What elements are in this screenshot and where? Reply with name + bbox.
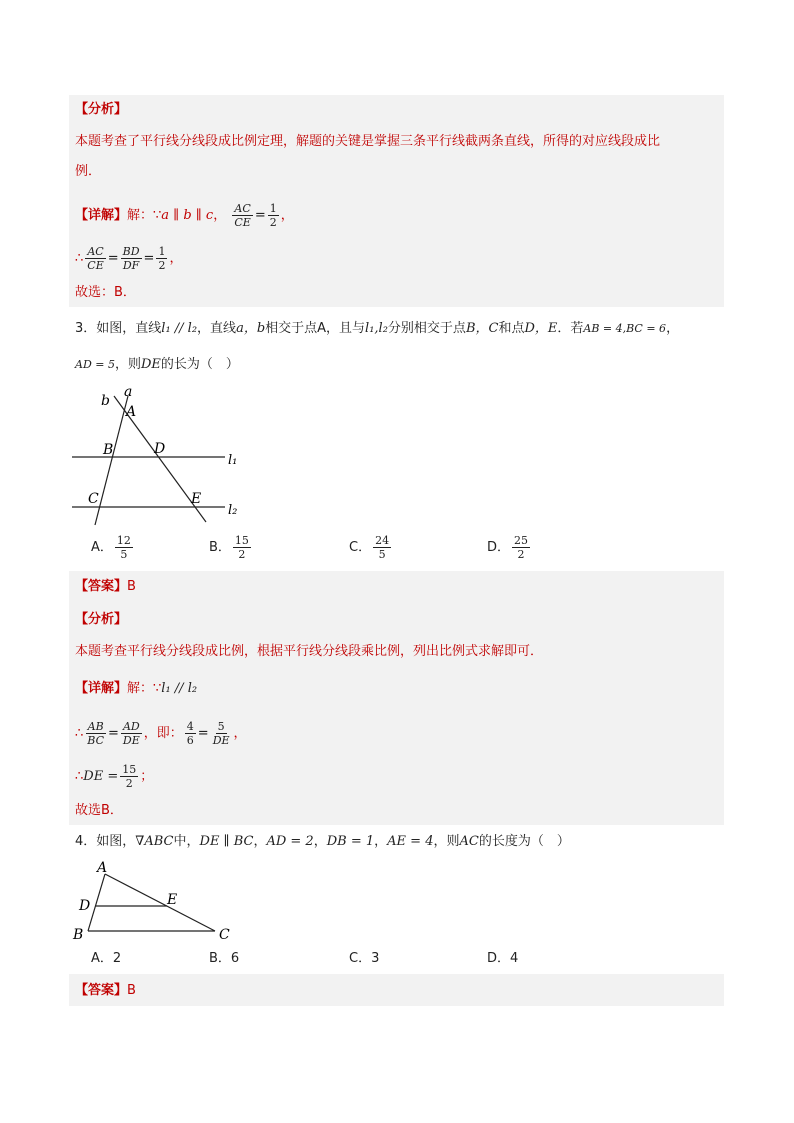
q3-option-c[interactable]: C． $\frac{24}{5}$ bbox=[349, 534, 390, 561]
fraction-bd-df: $\frac{BD}{DF}$ bbox=[122, 245, 140, 272]
line-a bbox=[95, 396, 128, 525]
q3-answer: B bbox=[127, 579, 136, 594]
label-a: a bbox=[124, 384, 133, 400]
label-b: b bbox=[101, 393, 110, 409]
analysis-text: 本题考查了平行线分线段成比例定理，解题的关键是掌握三条平行线截两条直线，所得的对应线段成比 bbox=[75, 134, 661, 149]
label-A: A bbox=[97, 860, 108, 876]
q3-option-b[interactable]: B． $\frac{15}{2}$ bbox=[209, 534, 249, 561]
q3-result-line: ∴DE = $\frac{15}{2}$ ； bbox=[75, 763, 154, 790]
label-C: C bbox=[219, 927, 230, 943]
fraction-ac-ce-2: $\frac{AC}{CE}$ bbox=[87, 245, 104, 272]
label-B: B bbox=[103, 442, 114, 458]
label-D: D bbox=[154, 441, 166, 457]
analysis-text-cont: 例． bbox=[75, 164, 102, 179]
q3-stem: 3．如图，直线l₁ // l₂，直线a，b相交于点A，且与l₁,l₂分别相交于点B，C和点D，E．若AB = 4,BC = 6， bbox=[75, 321, 680, 336]
q4-figure bbox=[70, 858, 240, 944]
label-l1: l₁ bbox=[228, 453, 238, 468]
q4-answer-block bbox=[69, 974, 724, 1006]
label-E: E bbox=[191, 491, 202, 507]
label-D: D bbox=[79, 898, 91, 914]
q4-answer-line: 【答案】B bbox=[75, 983, 136, 998]
q4-stem: 4．如图，∇ABC中，DE ∥ BC，AD = 2，DB = 1，AE = 4，则AC的长度为（ ） bbox=[75, 834, 570, 849]
q4-option-d[interactable]: D．4 bbox=[487, 951, 519, 966]
q3-answer-line: 【答案】B bbox=[75, 579, 136, 594]
analysis-label: 【分析】 bbox=[75, 102, 128, 117]
q3-stem-cont: AD = 5，则DE的长为（ ） bbox=[75, 357, 239, 372]
q3-figure bbox=[68, 384, 258, 530]
label-B: B bbox=[73, 927, 84, 943]
q3-analysis-text: 本题考查平行线分线段成比例，根据平行线分线段乘比例，列出比例式求解即可． bbox=[75, 644, 544, 659]
side-ac bbox=[105, 874, 215, 931]
label-C: C bbox=[88, 491, 99, 507]
label-A: A bbox=[126, 404, 137, 420]
q3-option-d[interactable]: D． $\frac{25}{2}$ bbox=[487, 534, 529, 561]
detail-line: 【详解】解：∵a ∥ b ∥ c， $\frac{AC}{CE}$ = $\frac{1}{2}$ ， bbox=[75, 202, 294, 229]
q3-analysis-label: 【分析】 bbox=[75, 612, 128, 627]
q4-option-c[interactable]: C．3 bbox=[349, 951, 380, 966]
fraction-ac-ce: $\frac{AC}{CE}$ bbox=[234, 202, 251, 229]
q4-answer: B bbox=[127, 983, 136, 998]
q3-choose-line: 故选B． bbox=[75, 803, 123, 818]
q3-therefore-line: ∴ $\frac{AB}{BC}$ = $\frac{AD}{DE}$ ，即： $\frac{4}{6}$ = $\frac{5}{DE}$ ， bbox=[75, 720, 247, 747]
q4-option-a[interactable]: A．2 bbox=[91, 951, 122, 966]
q3-solution-block bbox=[69, 571, 724, 825]
q3-option-a[interactable]: A． $\frac{12}{5}$ bbox=[91, 534, 131, 561]
label-E: E bbox=[167, 892, 178, 908]
fraction-half-2: $\frac{1}{2}$ bbox=[158, 245, 166, 272]
parallel-condition: a ∥ b ∥ c bbox=[161, 208, 214, 223]
q4-option-b[interactable]: B．6 bbox=[209, 951, 240, 966]
label-l2: l₂ bbox=[228, 503, 238, 518]
choose-line: 故选：B． bbox=[75, 285, 136, 300]
q2-solution-block bbox=[69, 95, 724, 307]
fraction-half: $\frac{1}{2}$ bbox=[269, 202, 277, 229]
q3-detail-line: 【详解】解：∵l₁ // l₂ bbox=[75, 681, 198, 696]
therefore-line: ∴ $\frac{AC}{CE}$ = $\frac{BD}{DF}$ = $\frac{1}{2}$ ， bbox=[75, 245, 183, 272]
side-ab bbox=[88, 874, 105, 931]
detail-label: 【详解】 bbox=[75, 208, 128, 223]
